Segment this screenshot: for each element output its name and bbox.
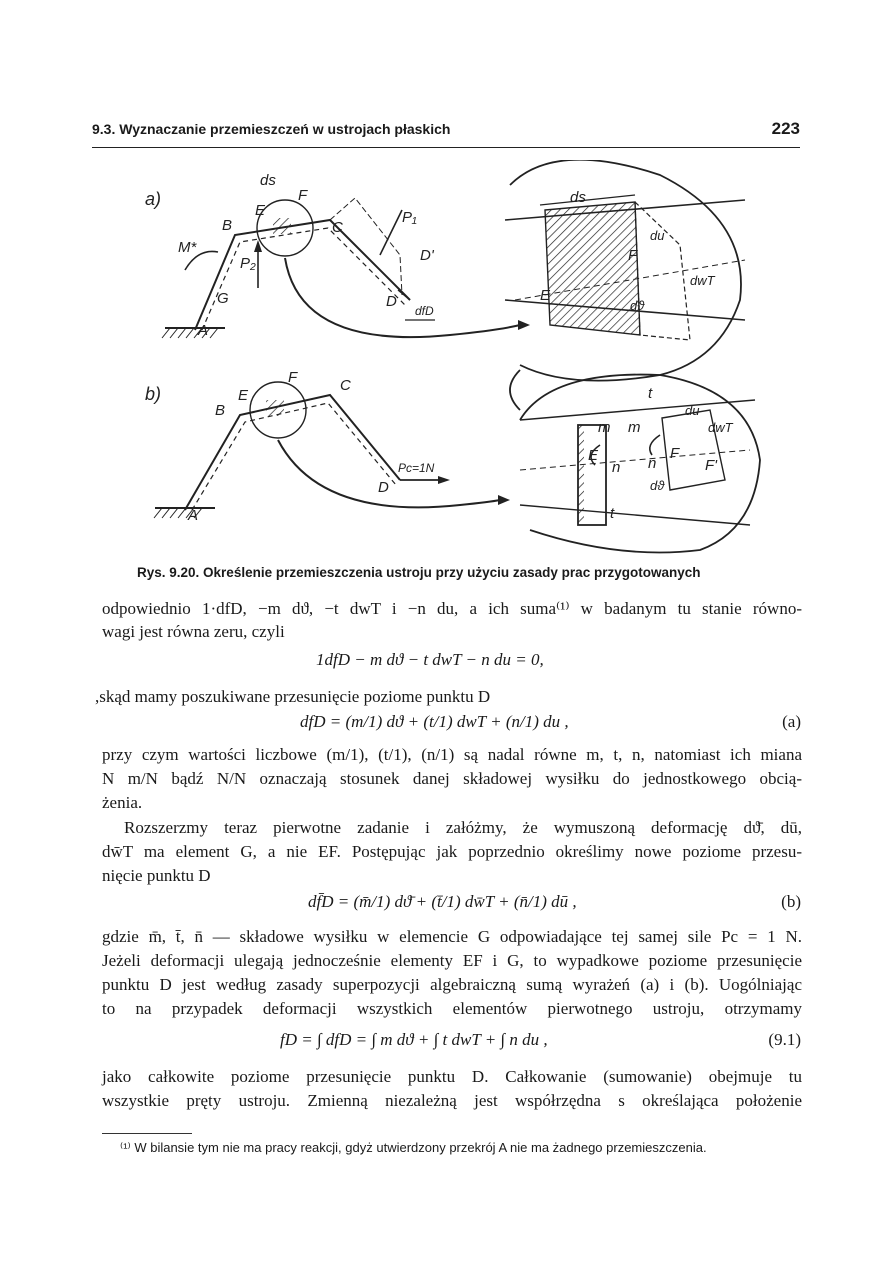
equation-a: dfD = (m/1) dϑ + (t/1) dwT + (n/1) du , xyxy=(300,712,569,731)
label-ds: ds xyxy=(260,172,276,189)
label-du-detail: du xyxy=(650,228,665,243)
label-g: G xyxy=(217,290,229,307)
footnote: ⁽¹⁾ W bilansie tym nie ma pracy reakcji, gdyż utwierdzony przekrój A nie ma żadnego przemieszczenia. xyxy=(120,1140,707,1155)
label-t-top: t xyxy=(648,385,653,402)
equation-9-1: fD = ∫ dfD = ∫ m dϑ + ∫ t dwT + ∫ n du , xyxy=(280,1030,548,1049)
label-a-support-b: A xyxy=(188,507,199,524)
label-c: C xyxy=(332,219,343,236)
label-b-node-b: B xyxy=(215,402,226,419)
label-a-support: A xyxy=(198,322,209,339)
body-line-15: wszystkie pręty ustroju. Zmienną niezależną jest współrzędna s określająca położenie xyxy=(102,1091,802,1110)
label-dtheta-force: dϑ xyxy=(650,478,665,493)
label-m-star: M* xyxy=(178,239,197,256)
body-line-14: jako całkowite poziome przesunięcie punktu D. Całkowanie (sumowanie) obejmuje tu xyxy=(102,1067,802,1086)
label-du-force: du xyxy=(685,403,700,418)
body-line-3: ,skąd mamy poszukiwane przesunięcie poziome punktu D xyxy=(95,687,491,706)
label-e-detail: E xyxy=(540,287,551,304)
page-header xyxy=(92,121,800,148)
body-line-13: to na przypadek deformacji wszystkich elementów pierwotnego ustroju, otrzymamy xyxy=(102,999,802,1018)
body-line-6: żenia. xyxy=(102,793,143,812)
label-b-node: B xyxy=(222,217,233,234)
label-t-bottom: t xyxy=(610,505,615,522)
label-a: a) xyxy=(145,189,162,209)
equation-b-label: (b) xyxy=(781,892,801,911)
label-b: b) xyxy=(145,384,162,404)
frame-b xyxy=(154,382,510,518)
page-number: 223 xyxy=(771,119,800,138)
label-dtheta-detail: dϑ xyxy=(630,298,645,313)
label-f-detail: F xyxy=(628,247,638,264)
frame-a xyxy=(162,198,530,338)
label-dwt-detail: dwT xyxy=(690,273,715,288)
label-n-right: n xyxy=(648,455,657,472)
equation-sum: 1dfD − m dϑ − t dwT − n du = 0, xyxy=(316,650,544,669)
body-line-2: wagi jest równa zeru, czyli xyxy=(102,622,285,641)
label-dfd: dfD xyxy=(415,304,434,318)
body-line-5: N m/N bądź N/N oznaczają stosunek danej składowej wysiłku do jednostkowego obcią- xyxy=(102,769,802,788)
label-f-force: F xyxy=(670,445,680,462)
label-d-prime: D' xyxy=(420,247,434,264)
body-line-9: nięcie punktu D xyxy=(102,866,211,885)
label-c-b: C xyxy=(340,377,351,394)
label-pc: Pc=1N xyxy=(398,461,435,475)
label-p2: P₂ xyxy=(240,255,256,272)
label-m-left: m xyxy=(598,419,611,436)
label-e: E xyxy=(255,202,266,219)
label-m-right: m xyxy=(628,419,641,436)
equation-a-label: (a) xyxy=(782,712,801,731)
body-line-1: odpowiednio 1·dfD, −m dϑ, −t dwT i −n du, a ich suma⁽¹⁾ w badanym tu stanie równo- xyxy=(102,599,802,618)
running-title: 9.3. Wyznaczanie przemieszczeń w ustrojach płaskich xyxy=(92,121,451,137)
body-line-7: Rozszerzmy teraz pierwotne zadanie i załóżmy, że wymuszoną deformację dϑ̄, dū, xyxy=(124,818,802,837)
body-line-11: Jeżeli deformacji ulegają jednocześnie elementy EF i G, to wypadkowe poziome przesunięcie xyxy=(102,951,802,970)
body-line-8: dw̄T ma element G, a nie EF. Postępując jak poprzednio określimy nowe poziome przesu- xyxy=(102,842,802,861)
figure-caption: Rys. 9.20. Określenie przemieszczenia ustroju przy użyciu zasady prac przygotowanych xyxy=(137,565,701,580)
label-d: D xyxy=(386,293,397,310)
equation-b: df̄D = (m̄/1) dϑ̄ + (t̄/1) dw̄T + (n̄/1) dū , xyxy=(308,892,577,911)
body-line-12: punktu D jest według zasady superpozycji algebraiczną sumą wyrażeń (a) i (b). Uogólniając xyxy=(102,975,802,994)
label-f-prime: F' xyxy=(705,457,718,474)
label-d-b: D xyxy=(378,479,389,496)
equation-9-1-label: (9.1) xyxy=(768,1030,801,1049)
label-ds-detail: ds xyxy=(570,189,586,206)
label-dwt-force: dwT xyxy=(708,420,733,435)
body-line-4: przy czym wartości liczbowe (m/1), (t/1), (n/1) są nadal równe m, t, n, natomiast ich miana xyxy=(102,745,802,764)
body-line-10: gdzie m̄, t̄, n̄ — składowe wysiłku w elemencie G odpowiadające tej samej sile Pc = 1 N. xyxy=(102,927,802,946)
label-n-left: n xyxy=(612,459,621,476)
label-e-b: E xyxy=(238,387,249,404)
detail-element-forces xyxy=(520,375,760,553)
label-f: F xyxy=(298,187,308,204)
footnote-rule xyxy=(102,1133,192,1134)
label-p1: P₁ xyxy=(402,209,417,226)
figure-9-20 xyxy=(100,160,770,555)
label-e-force: E xyxy=(588,447,599,464)
label-f-b: F xyxy=(288,369,298,386)
